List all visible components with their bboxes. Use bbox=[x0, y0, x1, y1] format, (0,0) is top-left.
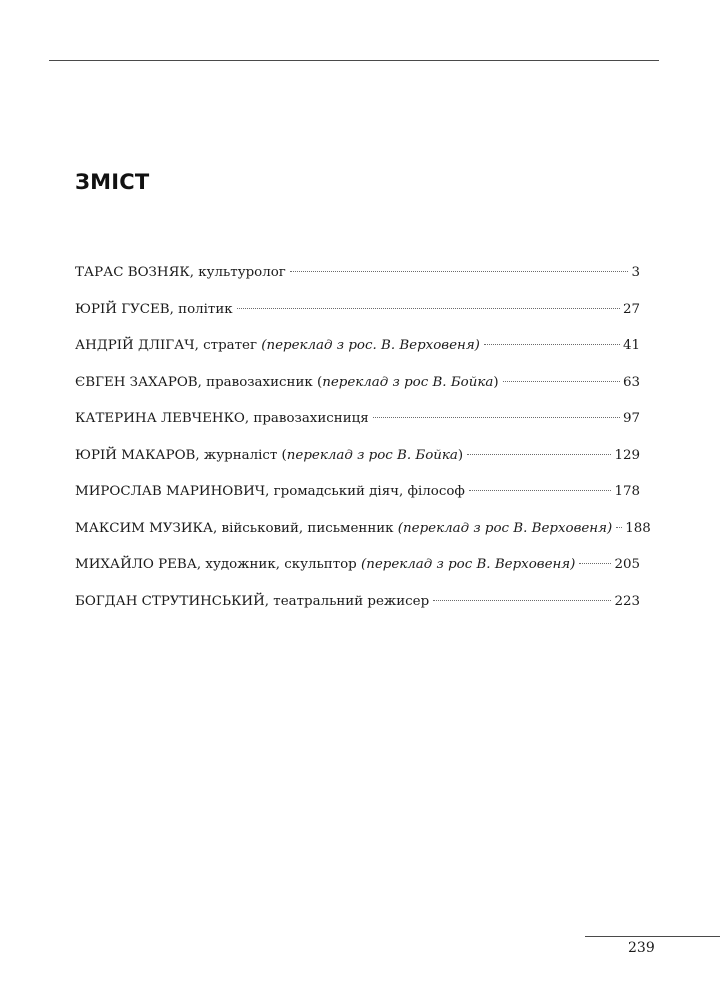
toc-entry-description: , правозахисник ( bbox=[197, 374, 323, 390]
toc-entry bbox=[75, 519, 651, 556]
dot-leader bbox=[484, 344, 620, 345]
toc-entry-text bbox=[75, 300, 233, 320]
toc-entry-page: 97 bbox=[622, 411, 640, 426]
toc-entry-text bbox=[75, 519, 612, 539]
toc-entry-note-close: ) bbox=[457, 447, 464, 463]
dot-leader bbox=[503, 381, 620, 382]
dot-leader bbox=[237, 308, 620, 309]
toc-entry-text bbox=[75, 409, 369, 429]
toc-entry-translation-note: переклад з рос В. Бойка bbox=[286, 447, 458, 463]
toc-entry-translation-note: (переклад з рос В. Верховеня) bbox=[397, 520, 613, 536]
toc-entry-description: , журналіст ( bbox=[195, 447, 287, 463]
page-number: 239 bbox=[628, 940, 655, 956]
dot-leader bbox=[469, 490, 612, 491]
toc-entry-page: 178 bbox=[614, 484, 640, 499]
toc-entry-author: МИХАЙЛО РЕВА bbox=[75, 557, 197, 572]
toc-entry bbox=[75, 263, 640, 300]
toc-entry-text bbox=[75, 555, 575, 575]
table-of-contents bbox=[75, 263, 651, 628]
toc-entry-author: МАКСИМ МУЗИКА bbox=[75, 520, 214, 536]
toc-entry-author: КАТЕРИНА ЛЕВЧЕНКО bbox=[75, 411, 245, 426]
dot-leader bbox=[616, 527, 622, 528]
dot-leader bbox=[373, 417, 620, 418]
toc-entry bbox=[75, 592, 640, 629]
dot-leader bbox=[579, 563, 611, 564]
toc-entry-page: 223 bbox=[614, 593, 640, 609]
toc-entry-text bbox=[75, 373, 499, 393]
toc-entry-page: 3 bbox=[631, 265, 640, 280]
toc-entry-description: , стратег bbox=[194, 338, 262, 353]
header-rule bbox=[49, 60, 659, 61]
toc-entry bbox=[75, 446, 640, 483]
dot-leader bbox=[467, 454, 611, 455]
toc-entry-translation-note: (переклад з рос В. Верховеня) bbox=[361, 557, 576, 572]
footer-rule bbox=[585, 936, 720, 937]
toc-entry-text bbox=[75, 592, 429, 612]
toc-entry-page: 129 bbox=[614, 447, 640, 463]
dot-leader bbox=[290, 271, 629, 272]
toc-entry-note-close: ) bbox=[493, 374, 499, 390]
toc-entry-author: ЄВГЕН ЗАХАРОВ bbox=[75, 374, 198, 390]
toc-entry bbox=[75, 300, 640, 337]
toc-entry-translation-note: переклад з рос В. Бойка bbox=[322, 374, 494, 390]
toc-entry-page: 205 bbox=[614, 557, 640, 572]
dot-leader bbox=[433, 600, 611, 601]
toc-entry-page: 63 bbox=[622, 374, 640, 390]
toc-entry-text bbox=[75, 482, 465, 502]
toc-entry-description: , театральний режисер bbox=[264, 593, 430, 609]
toc-entry bbox=[75, 482, 640, 519]
toc-entry bbox=[75, 336, 640, 373]
toc-entry-translation-note: (переклад з рос. В. Верховеня) bbox=[261, 338, 480, 353]
toc-entry-author: ЮРІЙ ГУСЕВ bbox=[75, 301, 170, 317]
toc-entry bbox=[75, 373, 640, 410]
toc-entry-author: МИРОСЛАВ МАРИНОВИЧ bbox=[75, 484, 266, 499]
toc-entry-author: ЮРІЙ МАКАРОВ bbox=[75, 447, 196, 463]
toc-entry bbox=[75, 555, 640, 592]
toc-entry-text bbox=[75, 336, 480, 356]
toc-entry-description: , правозахисниця bbox=[244, 411, 369, 426]
toc-entry-page: 27 bbox=[622, 301, 640, 317]
toc-entry bbox=[75, 409, 640, 446]
toc-entry-author: БОГДАН СТРУТИНСЬКИЙ bbox=[75, 593, 265, 609]
toc-entry-page: 188 bbox=[625, 520, 651, 536]
toc-entry-author: АНДРІЙ ДЛІГАЧ bbox=[75, 338, 195, 353]
page-title: ЗМІСТ bbox=[75, 170, 150, 194]
toc-entry-page: 41 bbox=[622, 338, 640, 353]
toc-entry-text bbox=[75, 263, 286, 283]
toc-entry-description: , культуролог bbox=[189, 265, 286, 280]
toc-entry-description: , громадський діяч, філософ bbox=[265, 484, 465, 499]
toc-entry-description: , художник, скульптор bbox=[196, 557, 361, 572]
toc-entry-description: , військовий, письменник bbox=[213, 520, 398, 536]
toc-entry-author: ТАРАС ВОЗНЯК bbox=[75, 265, 190, 280]
toc-entry-text bbox=[75, 446, 463, 466]
toc-entry-description: , політик bbox=[169, 301, 233, 317]
